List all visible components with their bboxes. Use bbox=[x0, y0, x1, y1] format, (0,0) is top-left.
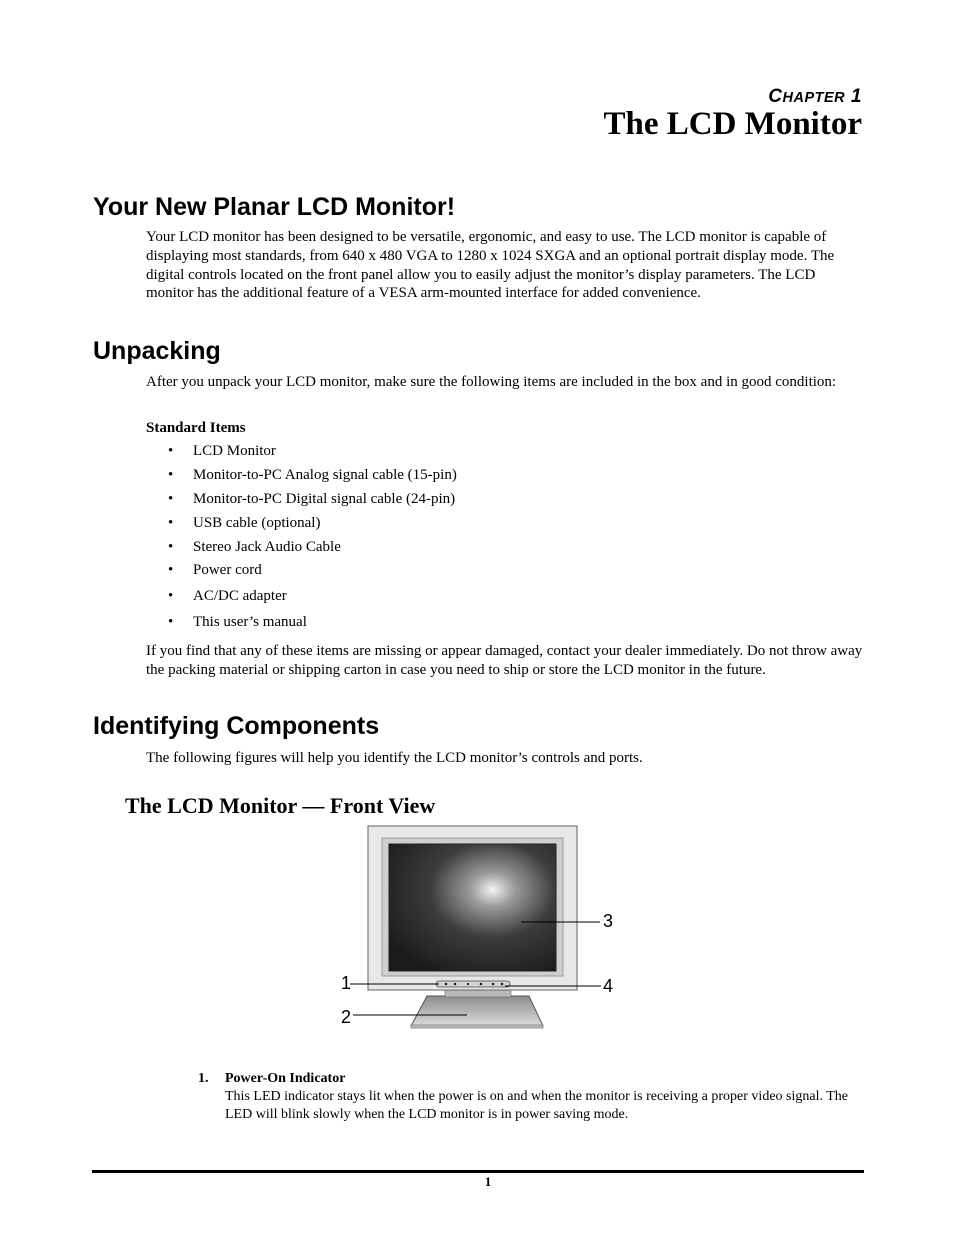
chapter-label-rest: HAPTER bbox=[782, 90, 846, 106]
list-item bbox=[146, 585, 457, 611]
section-heading-components: Identifying Components bbox=[93, 712, 380, 740]
monitor-front-view-figure bbox=[335, 824, 625, 1034]
list-item-text: Monitor-to-PC Analog signal cable (15-pin) bbox=[193, 466, 457, 483]
list-item bbox=[146, 488, 457, 512]
component-item-description: This LED indicator stays lit when the power is on and when the monitor is receiving a proper video signal. The LED will blink slowly when the LCD monitor is in power saving mode. bbox=[225, 1089, 848, 1122]
bullet-icon: • bbox=[168, 538, 174, 555]
standard-items-list bbox=[146, 440, 457, 635]
list-item-text: Monitor-to-PC Digital signal cable (24-pin) bbox=[193, 490, 456, 507]
list-item-text: This user’s manual bbox=[193, 614, 307, 631]
list-item bbox=[146, 440, 457, 464]
list-item-text: AC/DC adapter bbox=[193, 588, 287, 605]
front-view-heading: The LCD Monitor — Front View bbox=[125, 793, 436, 818]
monitor-screen bbox=[389, 844, 556, 971]
control-button-icon bbox=[454, 983, 457, 986]
bullet-icon: • bbox=[168, 588, 174, 605]
footer-rule bbox=[92, 1170, 864, 1173]
list-item-text: LCD Monitor bbox=[193, 443, 276, 459]
control-button-icon bbox=[492, 983, 495, 986]
callout-1: 1 bbox=[341, 973, 352, 993]
unpacking-intro: After you unpack your LCD monitor, make sure the following items are included in the box and in good condition: bbox=[146, 374, 837, 390]
bullet-icon: • bbox=[168, 514, 174, 531]
section-heading-unpacking: Unpacking bbox=[93, 337, 221, 365]
list-item bbox=[146, 611, 457, 635]
standard-items-label: Standard Items bbox=[146, 420, 246, 436]
chapter-label-cap: C bbox=[768, 86, 783, 107]
list-item-text: Power cord bbox=[193, 562, 262, 579]
monitor-base bbox=[411, 1025, 543, 1028]
list-item bbox=[146, 512, 457, 536]
callout-2: 2 bbox=[341, 1007, 352, 1027]
monitor-stand bbox=[411, 996, 543, 1026]
components-intro: The following figures will help you identify the LCD monitor’s controls and ports. bbox=[146, 750, 643, 766]
control-button-icon bbox=[501, 983, 504, 986]
chapter-label bbox=[768, 86, 862, 108]
page-number: 1 bbox=[484, 1174, 492, 1189]
callout-3: 3 bbox=[603, 911, 614, 931]
list-item bbox=[146, 464, 457, 488]
bullet-icon: • bbox=[168, 614, 174, 631]
list-item bbox=[146, 536, 457, 560]
component-item-power-indicator bbox=[198, 1070, 865, 1124]
component-item-number: 1. bbox=[198, 1071, 209, 1086]
bullet-icon: • bbox=[168, 490, 174, 507]
control-button-icon bbox=[467, 983, 469, 985]
section-heading-new-monitor: Your New Planar LCD Monitor! bbox=[93, 193, 456, 221]
list-item-text: Stereo Jack Audio Cable bbox=[193, 538, 341, 555]
callout-4: 4 bbox=[603, 976, 614, 996]
chapter-title: The LCD Monitor bbox=[603, 106, 862, 142]
bullet-icon: • bbox=[168, 562, 174, 579]
list-item bbox=[146, 559, 457, 585]
bullet-icon: • bbox=[168, 443, 174, 459]
bullet-icon: • bbox=[168, 466, 174, 483]
power-led-icon bbox=[445, 983, 448, 986]
list-item-text: USB cable (optional) bbox=[193, 514, 321, 531]
control-button-icon bbox=[480, 983, 483, 986]
unpacking-outro: If you find that any of these items are missing or appear damaged, contact your dealer immediately. Do not throw away the packing material or shipping carton in case you need to ship or store the LCD monitor in the future. bbox=[146, 643, 863, 678]
component-item-title: Power-On Indicator bbox=[225, 1071, 346, 1086]
chapter-number: 1 bbox=[850, 86, 862, 107]
new-monitor-paragraph: Your LCD monitor has been designed to be versatile, ergonomic, and easy to use. The LCD monitor is capable of displaying most standards, from 640 x 480 VGA to 1280 x 1024 SXGA and an optional portrait display mode. The digital controls located on the front panel allow you to easily adjust the monitor’s display parameters. The LCD monitor has the additional feature of a VESA arm-mounted interface for added convenience. bbox=[146, 229, 835, 302]
